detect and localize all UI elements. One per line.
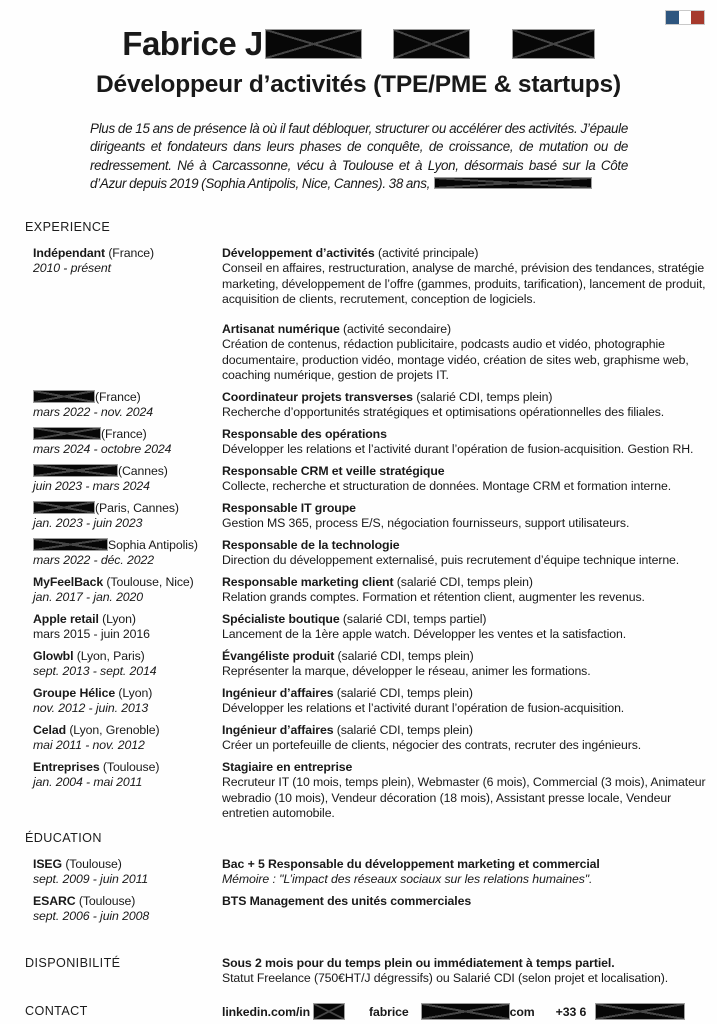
entry-dates: mai 2011 - nov. 2012: [33, 738, 145, 753]
phone-prefix-text: +33 6: [555, 1004, 587, 1019]
section-label-contact: CONTACT: [25, 1003, 88, 1018]
company-line: [33, 612, 222, 628]
role-title: Ingénieur d’affaires: [222, 685, 334, 700]
contact-row: [0, 1003, 717, 1021]
role-description: Recruteur IT (10 mois, temps plein), Webmaster (6 mois), Commercial (3 mois), Animateur webradio (10 mois), Vendeur décoration (18 mois), Assistant presse locale, Vendeur entretien automobile.: [222, 775, 706, 821]
role-title: Responsable des opérations: [222, 426, 387, 441]
role-block: [222, 538, 711, 569]
entry-dates: mars 2024 - octobre 2024: [33, 442, 172, 457]
role-description: Direction du développement externalisé, puis recrutement d’équipe technique interne.: [222, 553, 680, 568]
company-location: (Cannes): [118, 463, 168, 478]
school-line: [33, 857, 222, 873]
entry-left: [33, 857, 222, 888]
company-location: Sophia Antipolis): [108, 537, 198, 552]
role-title: Spécialiste boutique: [222, 611, 340, 626]
email-tld-text: com: [509, 1004, 535, 1019]
role-block: [222, 322, 711, 384]
flag-white-band: [679, 11, 692, 24]
degree-title: Bac + 5 Responsable du développement marketing et commercial: [222, 856, 600, 871]
experience-entry: [0, 538, 717, 569]
entry-right: [222, 686, 711, 717]
role-description: Créer un portefeuille de clients, négocier des contrats, recruter des ingénieurs.: [222, 738, 642, 753]
entry-right: [222, 612, 711, 643]
role-block: [222, 686, 711, 717]
entry-dates: mars 2015 - juin 2016: [33, 627, 150, 642]
company-name: Apple retail: [33, 611, 99, 626]
entry-dates: jan. 2023 - juin 2023: [33, 516, 143, 531]
role-block: [222, 427, 711, 458]
entry-right: [222, 538, 711, 569]
role-suffix: (salarié CDI, temps plein): [333, 722, 473, 737]
role-block: [222, 723, 711, 754]
company-location: (France): [95, 389, 141, 404]
role-suffix: (salarié CDI, temps plein): [412, 389, 553, 404]
redacted-box: [595, 1003, 685, 1020]
entry-right: [222, 723, 711, 754]
company-location: (France): [105, 245, 154, 260]
role-block: [222, 575, 711, 606]
company-line: [33, 723, 222, 739]
entry-left: [33, 686, 222, 717]
availability-bold-line: Sous 2 mois pour du temps plein ou immédiatement à temps partiel.: [222, 955, 615, 970]
role-title: Coordinateur projets transverses: [222, 389, 413, 404]
experience-entry: [0, 612, 717, 643]
role-block: [222, 390, 711, 421]
company-location: (Lyon, Grenoble): [66, 722, 160, 737]
entry-left: [33, 501, 222, 532]
role-description: Collecte, recherche et structuration de données. Montage CRM et formation interne.: [222, 479, 672, 494]
redacted-box: [313, 1003, 345, 1020]
school-location: (Toulouse): [75, 893, 136, 908]
company-name: MyFeelBack: [33, 574, 104, 589]
company-line: [33, 575, 222, 591]
company-line: [33, 427, 222, 443]
entry-left: [33, 538, 222, 569]
company-line: [33, 538, 222, 554]
entry-right: [222, 501, 711, 532]
role-title-line: [222, 649, 711, 665]
role-description: Recherche d’opportunités stratégiques et optimisations opérationnelles des filiales.: [222, 405, 665, 420]
role-title-line: [222, 322, 711, 338]
role-suffix: (salarié CDI, temps plein): [333, 685, 473, 700]
experience-entry: [0, 723, 717, 754]
name-row: [0, 0, 717, 63]
role-description: Relation grands comptes. Formation et rétention client, augmenter les revenus.: [222, 590, 645, 605]
company-name: Entreprises: [33, 759, 100, 774]
experience-entry: [0, 649, 717, 680]
role-title-line: [222, 723, 711, 739]
degree-title: BTS Management des unités commerciales: [222, 893, 472, 908]
french-flag-icon: [665, 10, 705, 25]
entry-left: [33, 246, 222, 384]
company-line: [33, 686, 222, 702]
role-description: Développer les relations et l’activité durant l’opération de fusion-acquisition. Gestion RH.: [222, 442, 694, 457]
education-entry: [0, 894, 717, 925]
experience-entry: [0, 427, 717, 458]
entry-left: [33, 760, 222, 822]
experience-entry: [0, 464, 717, 495]
role-description: Conseil en affaires, restructuration, analyse de marché, prévision des tendances, stratégie marketing, développement de l’offre (gammes, produits, tarification), lancement de produit, acquisition de clients, recrutement, conception de logiciels.: [222, 261, 706, 307]
entry-right: [222, 427, 711, 458]
company-name: Indépendant: [33, 245, 105, 260]
redacted-box: [33, 390, 95, 403]
company-line: [33, 649, 222, 665]
company-location: (Lyon): [115, 685, 153, 700]
experience-entry: [0, 686, 717, 717]
role-title-line: [222, 427, 711, 443]
entry-right: [222, 390, 711, 421]
entry-dates: mars 2022 - déc. 2022: [33, 553, 154, 568]
role-title: Artisanat numérique: [222, 321, 340, 336]
entry-dates: mars 2022 - nov. 2024: [33, 405, 154, 420]
redacted-box: [421, 1003, 510, 1020]
school-name: ESARC: [33, 893, 76, 908]
experience-entries: [0, 246, 717, 822]
flag-blue-band: [666, 11, 679, 24]
role-description: Création de contenus, rédaction publicitaire, podcasts audio et vidéo, photographie documentaire, production vidéo, montage vidéo, création de sites web, graphisme web, coaching numérique, gestion de projets IT.: [222, 337, 689, 383]
entry-left: [33, 427, 222, 458]
role-title: Ingénieur d’affaires: [222, 722, 334, 737]
redacted-box: [434, 177, 592, 189]
experience-entry: [0, 501, 717, 532]
school-name: ISEG: [33, 856, 62, 871]
role-block: [222, 246, 711, 308]
entry-left: [33, 649, 222, 680]
entry-dates: sept. 2006 - juin 2008: [33, 909, 150, 924]
role-block: [222, 760, 711, 822]
redacted-box: [33, 538, 108, 551]
role-block: [222, 464, 711, 495]
entry-right: [222, 464, 711, 495]
role-suffix: (activité secondaire): [339, 321, 451, 336]
role-block: [222, 501, 711, 532]
company-line: [33, 390, 222, 406]
entry-right: [222, 857, 711, 888]
company-location: (Lyon, Paris): [73, 648, 145, 663]
role-suffix: (salarié CDI, temps partiel): [339, 611, 487, 626]
redacted-box: [265, 29, 362, 59]
entry-right: [222, 575, 711, 606]
entry-left: [33, 894, 222, 925]
experience-entry: [0, 760, 717, 822]
section-label-education: ÉDUCATION: [25, 830, 102, 845]
entry-dates: jan. 2017 - jan. 2020: [33, 590, 144, 605]
entry-dates: jan. 2004 - mai 2011: [33, 775, 143, 790]
company-line: [33, 464, 222, 480]
availability-content: [222, 956, 711, 987]
entry-dates: sept. 2013 - sept. 2014: [33, 664, 157, 679]
role-description: Lancement de la 1ère apple watch. Développer les ventes et la satisfaction.: [222, 627, 627, 642]
company-location: (Lyon): [98, 611, 136, 626]
company-line: [33, 501, 222, 517]
role-title-line: [222, 760, 711, 776]
role-description: Développer les relations et l’activité durant l’opération de fusion-acquisition.: [222, 701, 625, 716]
entry-dates: 2010 - présent: [33, 261, 111, 276]
role-title-line: [222, 390, 711, 406]
role-block: [222, 612, 711, 643]
section-label-availability: DISPONIBILITÉ: [25, 955, 121, 970]
role-title-line: [222, 538, 711, 554]
role-block: [222, 649, 711, 680]
entry-left: [33, 612, 222, 643]
section-label-experience: EXPERIENCE: [25, 219, 111, 234]
intro-text: Plus de 15 ans de présence là où il faut débloquer, structurer ou accélérer des activités. J’épaule dirigeants et fondateurs dans leurs phases de conquête, de croissance, de mutation ou de redressement. Né à Carcassonne, vécu à Toulouse et à Lyon, désormais basé sur la Côte d’Azur depuis 2019 (Sophia Antipolis, Nice, Cannes). 38 ans,: [90, 121, 628, 192]
role-suffix: (salarié CDI, temps plein): [334, 648, 474, 663]
company-location: (Paris, Cannes): [95, 500, 179, 515]
entry-left: [33, 390, 222, 421]
entry-right: [222, 649, 711, 680]
person-name: Fabrice J: [122, 25, 263, 62]
role-title-line: [222, 612, 711, 628]
availability-row: [0, 956, 717, 987]
redacted-box: [393, 29, 470, 59]
role-title: Responsable marketing client: [222, 574, 394, 589]
company-location: (France): [101, 426, 147, 441]
linkedin-prefix-text: linkedin.com/in: [222, 1004, 311, 1019]
school-line: [33, 894, 222, 910]
role-description: Gestion MS 365, process E/S, négociation fournisseurs, support utilisateurs.: [222, 516, 630, 531]
redacted-box: [512, 29, 595, 59]
redacted-box: [33, 464, 118, 477]
role-title-line: [222, 501, 711, 517]
company-name: Glowbl: [33, 648, 74, 663]
email-user-text: fabrice: [369, 1004, 409, 1019]
entry-dates: juin 2023 - mars 2024: [33, 479, 150, 494]
company-name: Groupe Hélice: [33, 685, 116, 700]
role-suffix: (activité principale): [374, 245, 479, 260]
experience-entry: [0, 246, 717, 384]
company-name: Celad: [33, 722, 66, 737]
page-subtitle: Développeur d’activités (TPE/PME & startups): [96, 71, 621, 98]
entry-left: [33, 723, 222, 754]
role-title: Responsable de la technologie: [222, 537, 400, 552]
education-entry: [0, 857, 717, 888]
role-title-line: [222, 575, 711, 591]
contact-content: [222, 1003, 711, 1021]
role-description: Représenter la marque, développer le réseau, animer les formations.: [222, 664, 591, 679]
redacted-box: [33, 427, 101, 440]
role-title: Évangéliste produit: [222, 648, 335, 663]
role-title: Stagiaire en entreprise: [222, 759, 353, 774]
education-entries: [0, 857, 717, 925]
redacted-box: [33, 501, 95, 514]
intro-paragraph: [90, 120, 628, 194]
entry-dates: sept. 2009 - juin 2011: [33, 872, 149, 887]
role-title: Développement d’activités: [222, 245, 375, 260]
company-line: [33, 760, 222, 776]
availability-detail-line: Statut Freelance (750€HT/J dégressifs) ou Salarié CDI (selon projet et localisation).: [222, 971, 669, 986]
role-title: Responsable CRM et veille stratégique: [222, 463, 445, 478]
role-suffix: (salarié CDI, temps plein): [393, 574, 533, 589]
role-title: Responsable IT groupe: [222, 500, 356, 515]
experience-entry: [0, 575, 717, 606]
entry-dates: nov. 2012 - juin. 2013: [33, 701, 149, 716]
school-location: (Toulouse): [62, 856, 122, 871]
experience-entry: [0, 390, 717, 421]
entry-right: [222, 760, 711, 822]
entry-right: [222, 894, 711, 925]
role-title-line: [222, 246, 711, 262]
role-title-line: [222, 464, 711, 480]
company-location: (Toulouse, Nice): [103, 574, 194, 589]
company-line: [33, 246, 222, 262]
entry-right: [222, 246, 711, 384]
company-location: (Toulouse): [99, 759, 160, 774]
flag-red-band: [691, 11, 704, 24]
entry-left: [33, 575, 222, 606]
entry-left: [33, 464, 222, 495]
role-title-line: [222, 686, 711, 702]
degree-note: Mémoire : "L’impact des réseaux sociaux sur les relations humaines".: [222, 872, 593, 887]
